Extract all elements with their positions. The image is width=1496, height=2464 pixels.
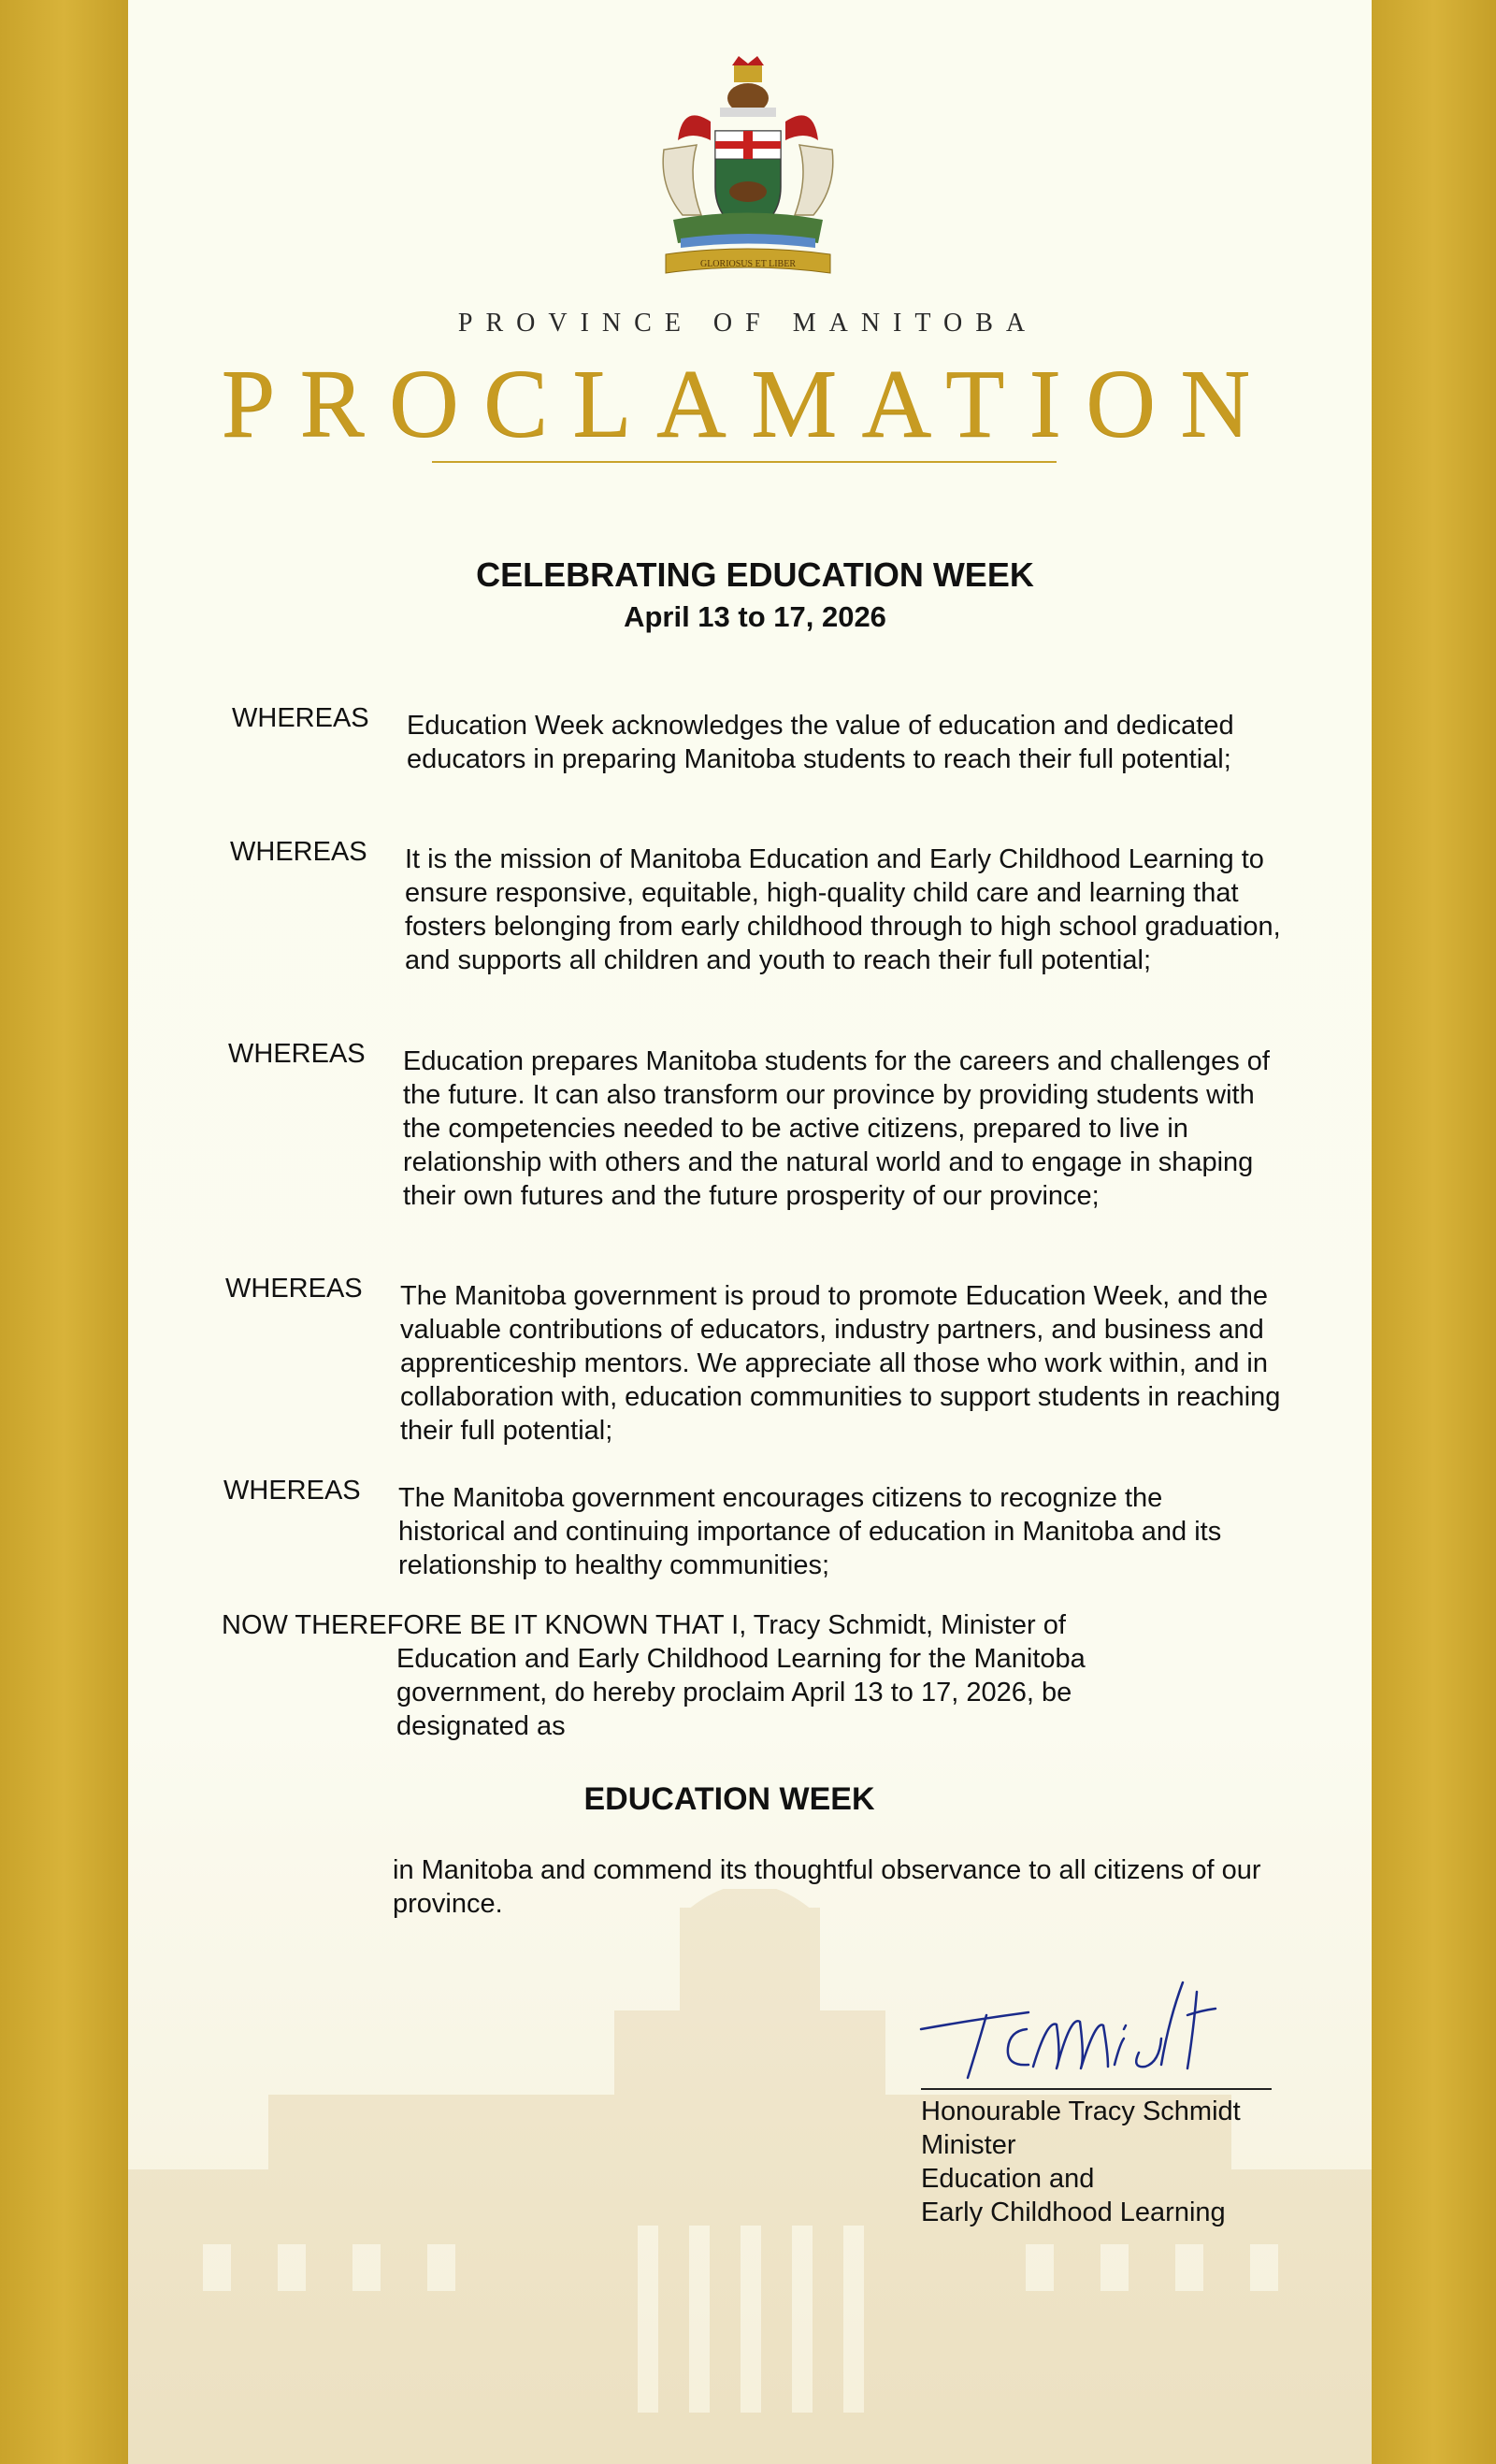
whereas-label: WHEREAS xyxy=(223,1476,361,1506)
signature-line xyxy=(921,2088,1272,2090)
whereas-text: Education prepares Manitoba students for the careers and challenges of the future. It can also transform our province by providing students with the competencies needed to be active citizens, prepared to live in relationship with others and the natural world and to engage in shaping their own futures and the future prosperity of our province; xyxy=(403,1046,1270,1211)
motto-text: GLORIOSUS ET LIBER xyxy=(699,259,797,269)
proclamation-title: CELEBRATING EDUCATION WEEK xyxy=(476,555,1034,594)
whereas-label: WHEREAS xyxy=(230,837,367,867)
proclamation-dates: April 13 to 17, 2026 xyxy=(624,600,886,633)
manitoba-coat-of-arms xyxy=(645,56,851,290)
now-therefore-first-line: NOW THEREFORE BE IT KNOWN THAT I, Tracy Schmidt, Minister of xyxy=(222,1610,1066,1640)
handwritten-signature xyxy=(916,1964,1272,2085)
title-divider xyxy=(432,461,1057,463)
whereas-label: WHEREAS xyxy=(228,1039,366,1069)
signer-block xyxy=(921,2095,1241,2229)
province-name: PROVINCE OF MANITOBA xyxy=(457,309,1039,338)
page-title: PROCLAMATION xyxy=(221,350,1275,457)
signer-department-line2: Early Childhood Learning xyxy=(921,2197,1226,2227)
signer-department-line1: Education and xyxy=(921,2164,1095,2194)
designation-heading: EDUCATION WEEK xyxy=(583,1781,875,1817)
whereas-text: The Manitoba government is proud to promote Education Week, and the valuable contributions of educators, industry partners, and business and apprenticeship mentors. We appreciate all those who work within, and in collaboration with, education communities to support students in reaching their full potential; xyxy=(400,1281,1281,1446)
signer-name: Honourable Tracy Schmidt xyxy=(921,2097,1241,2126)
signer-role: Minister xyxy=(921,2130,1016,2160)
now-therefore-continuation: Education and Early Childhood Learning for the Manitoba government, do hereby proclaim April 13 to 17, 2026, be designated as xyxy=(396,1644,1086,1741)
whereas-text: Education Week acknowledges the value of education and dedicated educators in preparing Manitoba students to reach their full potential; xyxy=(407,711,1234,774)
whereas-text: The Manitoba government encourages citizens to recognize the historical and continuing importance of education in Manitoba and its relationship to healthy communities; xyxy=(398,1483,1222,1580)
whereas-label: WHEREAS xyxy=(225,1274,363,1304)
whereas-text: It is the mission of Manitoba Education and Early Childhood Learning to ensure responsive, equitable, high-quality child care and learning that fosters belonging from early childhood through to high school graduation, and supports all children and youth to reach their full potential; xyxy=(405,844,1281,975)
now-therefore-clause xyxy=(222,1608,1203,1743)
closing-text: in Manitoba and commend its thoughtful observance to all citizens of our province. xyxy=(393,1855,1261,1919)
whereas-label: WHEREAS xyxy=(232,703,369,733)
